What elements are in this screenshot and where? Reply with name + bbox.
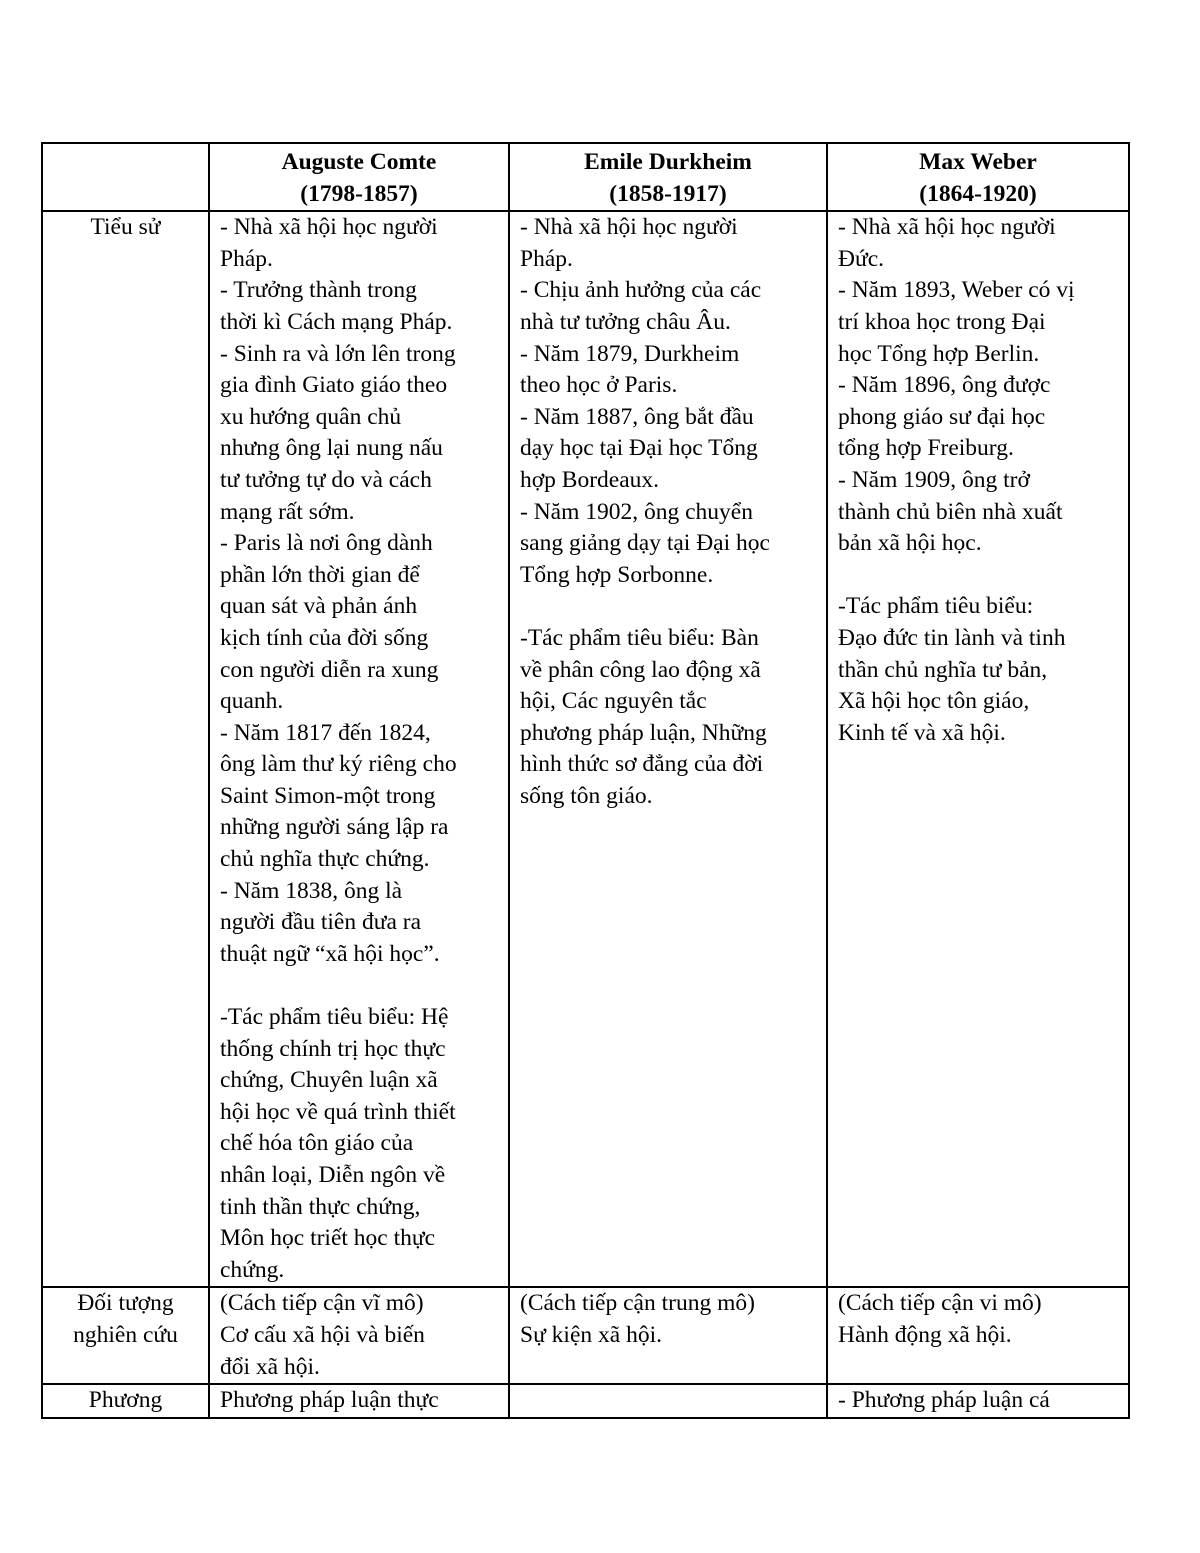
row-label-biography (42, 211, 209, 1287)
text-line: thuật ngữ “xã hội học”. (220, 940, 440, 967)
text-line: đổi xã hội. (220, 1353, 320, 1380)
works-lines (838, 591, 1122, 749)
paragraph-gap (838, 560, 1122, 592)
text-line: trí khoa học trong Đại (838, 308, 1046, 335)
text-line: theo học ở Paris. (520, 372, 678, 399)
row-label-text: Phương (88, 1387, 163, 1414)
text-line: nhưng ông lại nung nấu (220, 435, 443, 462)
text-line: học Tổng hợp Berlin. (838, 340, 1040, 367)
works-lines (520, 623, 820, 813)
text-line: nhân loại, Diễn ngôn về (220, 1162, 446, 1188)
text-line: - Năm 1879, Durkheim (520, 340, 740, 367)
text-line: hội, Các nguyên tắc (520, 688, 707, 715)
text-line: quanh. (220, 688, 284, 715)
text-line: bản xã hội học. (838, 530, 982, 557)
header-name: Max Weber (919, 149, 1037, 175)
text-line: những người sáng lập ra (220, 814, 449, 841)
text-line: -Tác phẩm tiêu biểu: Bàn (520, 624, 759, 651)
text-line: tinh thần thực chứng, (220, 1193, 421, 1220)
header-weber (827, 143, 1129, 211)
text-line: - Sinh ra và lớn lên trong (220, 340, 456, 367)
text-line: hội học về quá trình thiết (220, 1098, 456, 1125)
text-line: phần lớn thời gian để (220, 561, 420, 588)
row-label-subject (42, 1287, 209, 1384)
cell-weber-method (827, 1384, 1129, 1418)
comparison-table (41, 142, 1130, 1419)
text-line: Pháp. (220, 245, 273, 272)
row-label-text: nghiên cứu (73, 1321, 178, 1348)
text-lines (520, 1288, 820, 1351)
cell-weber-biography (827, 211, 1129, 1287)
text-line: Hành động xã hội. (838, 1321, 1012, 1348)
text-line: - Năm 1896, ông được (838, 372, 1051, 399)
method-row (42, 1384, 1129, 1418)
row-label-text: Đối tượng (77, 1290, 174, 1317)
text-line: Đạo đức tin lành và tinh (838, 624, 1066, 651)
text-line: người đầu tiên đưa ra (220, 909, 422, 936)
text-line: - Năm 1893, Weber có vị (838, 277, 1075, 304)
cell-text: - Phương pháp luận cá (838, 1387, 1050, 1414)
text-line: chế hóa tôn giáo của (220, 1130, 414, 1157)
text-line: - Nhà xã hội học người (838, 214, 1056, 241)
text-line: Đức. (838, 245, 885, 272)
text-line: -Tác phẩm tiêu biểu: Hệ (220, 1004, 449, 1031)
text-line: gia đình Giato giáo theo (220, 372, 448, 399)
text-line: nhà tư tưởng châu Âu. (520, 308, 731, 335)
text-line: tư tưởng tự do và cách (220, 466, 432, 493)
text-line: mạng rất sớm. (220, 498, 355, 525)
text-line: Sự kiện xã hội. (520, 1321, 662, 1348)
text-lines (838, 212, 1122, 560)
text-line: thống chính trị học thực (220, 1035, 446, 1062)
header-durkheim (509, 143, 827, 211)
text-line: dạy học tại Đại học Tổng (520, 435, 758, 462)
cell-durkheim-method (509, 1384, 827, 1418)
text-lines (838, 1288, 1122, 1351)
text-line: tổng hợp Freiburg. (838, 435, 1014, 462)
text-line: Môn học triết học thực (220, 1225, 436, 1252)
text-line: - Trưởng thành trong (220, 277, 417, 304)
paragraph-gap (220, 970, 502, 1002)
text-line: - Năm 1887, ông bắt đầu (520, 403, 754, 430)
header-years: (1864-1920) (919, 180, 1037, 207)
cell-comte-method (209, 1384, 509, 1418)
text-line: - Nhà xã hội học người (220, 214, 438, 241)
text-line: - Năm 1838, ông là (220, 877, 403, 904)
header-name: Emile Durkheim (584, 149, 752, 175)
header-comte (209, 143, 509, 211)
text-line: kịch tính của đời sống (220, 624, 429, 651)
cell-durkheim-subject (509, 1287, 827, 1384)
text-line: - Nhà xã hội học người (520, 214, 738, 241)
text-line: (Cách tiếp cận trung mô) (520, 1290, 755, 1317)
text-line: -Tác phẩm tiêu biểu: (838, 593, 1034, 620)
header-years: (1798-1857) (300, 180, 418, 207)
text-line: Kinh tế và xã hội. (838, 719, 1006, 746)
cell-text: Phương pháp luận thực (220, 1387, 439, 1414)
text-lines (220, 1288, 502, 1383)
cell-durkheim-biography (509, 211, 827, 1287)
row-label-method (42, 1384, 209, 1418)
text-line: (Cách tiếp cận vĩ mô) (220, 1290, 424, 1317)
text-line: quan sát và phản ánh (220, 593, 418, 620)
text-line: Saint Simon-một trong (220, 782, 436, 809)
text-line: (Cách tiếp cận vi mô) (838, 1290, 1042, 1317)
text-line: chứng. (220, 1256, 285, 1283)
cell-weber-subject (827, 1287, 1129, 1384)
text-line: chủ nghĩa thực chứng. (220, 846, 430, 873)
biography-row (42, 211, 1129, 1287)
header-name: Auguste Comte (281, 149, 437, 175)
text-line: - Năm 1902, ông chuyển (520, 498, 753, 525)
text-line: hợp Bordeaux. (520, 466, 660, 493)
cell-comte-subject (209, 1287, 509, 1384)
header-years: (1858-1917) (609, 180, 727, 207)
cell-comte-biography (209, 211, 509, 1287)
text-lines (220, 212, 502, 970)
text-line: thần chủ nghĩa tư bản, (838, 656, 1048, 683)
text-line: - Năm 1909, ông trở (838, 466, 1030, 493)
text-line: Pháp. (520, 245, 573, 272)
text-line: - Paris là nơi ông dành (220, 530, 433, 557)
text-line: phong giáo sư đại học (838, 403, 1046, 430)
text-line: Xã hội học tôn giáo, (838, 688, 1030, 715)
text-line: thành chủ biên nhà xuất (838, 498, 1063, 525)
header-empty-cell (42, 143, 209, 211)
text-line: sang giảng dạy tại Đại học (520, 530, 770, 557)
text-line: con người diễn ra xung (220, 656, 439, 683)
works-lines (220, 1002, 502, 1286)
text-line: sống tôn giáo. (520, 782, 653, 809)
text-line: chứng, Chuyên luận xã (220, 1067, 438, 1094)
text-line: - Năm 1817 đến 1824, (220, 719, 431, 746)
text-line: xu hướng quân chủ (220, 403, 402, 430)
text-lines (520, 212, 820, 591)
text-line: về phân công lao động xã (520, 656, 761, 683)
text-line: - Chịu ảnh hưởng của các (520, 277, 762, 304)
text-line: thời kì Cách mạng Pháp. (220, 308, 453, 335)
subject-row (42, 1287, 1129, 1384)
header-row (42, 143, 1129, 211)
text-line: phương pháp luận, Những (520, 719, 767, 746)
paragraph-gap (520, 591, 820, 623)
text-line: Cơ cấu xã hội và biến (220, 1321, 425, 1348)
text-line: Tổng hợp Sorbonne. (520, 561, 714, 588)
text-line: hình thức sơ đẳng của đời (520, 751, 764, 778)
row-label-text: Tiểu sử (90, 214, 161, 241)
text-line: ông làm thư ký riêng cho (220, 751, 457, 778)
